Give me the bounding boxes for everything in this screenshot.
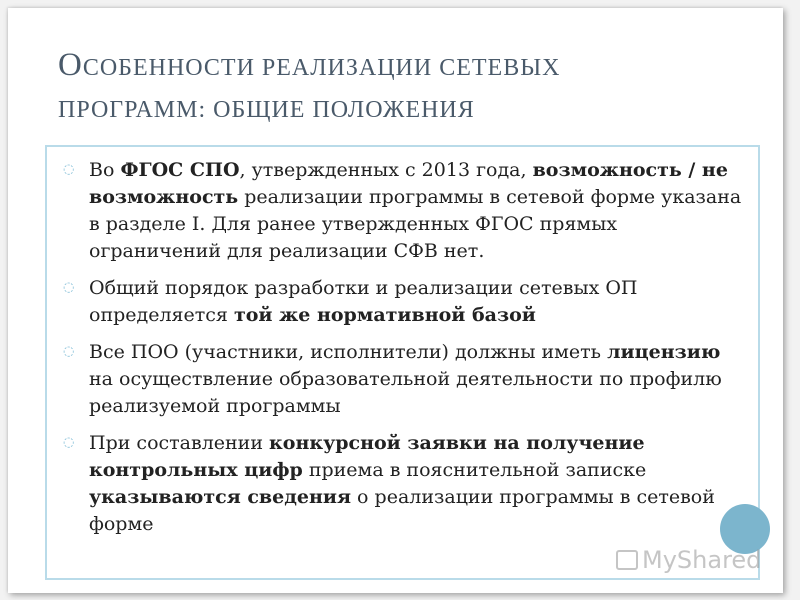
content-box [45, 145, 760, 580]
bullet-4-bold: конкурсной заявки на получение контрольных цифр [89, 432, 645, 481]
bullet-item-1 [63, 157, 743, 265]
bullet-list [63, 157, 743, 548]
bullet-icon [63, 436, 74, 449]
watermark [616, 546, 761, 574]
slide-title [58, 46, 738, 130]
bullet-icon [63, 163, 74, 176]
bullet-4-run: о реализации программы в сетевой форме [89, 486, 715, 535]
title-line-2 [58, 88, 738, 130]
title-line-1 [58, 46, 738, 88]
title-initial: О [58, 47, 83, 83]
bullet-4-run: При составлении [89, 432, 270, 454]
title-line-2-text: ПРОГРАММ: ОБЩИЕ ПОЛОЖЕНИЯ [58, 97, 475, 123]
bullet-icon [63, 281, 74, 294]
bullet-3-bold: лицензию [607, 341, 721, 363]
bullet-3-run: на осуществление образовательной деятельности по профилю реализуемой программы [89, 368, 722, 417]
bullet-2-bold: той же нормативной базой [233, 304, 536, 326]
bullet-1-run: Во [89, 159, 121, 181]
bullet-item-3 [63, 339, 743, 420]
watermark-text: MyShared [642, 546, 762, 574]
bullet-3-run: Все ПОО (участники, исполнители) должны иметь [89, 341, 608, 363]
bullet-1-bold: ФГОС СПО [120, 159, 240, 181]
title-rest: СОБЕННОСТИ РЕАЛИЗАЦИИ СЕТЕВЫХ [82, 55, 561, 81]
bullet-4-run: приема в пояснительной записке [302, 459, 647, 481]
bullet-item-2 [63, 275, 743, 329]
bullet-1-bold: возможность / не возможность [89, 159, 728, 208]
bullet-4-bold: указываются сведения [89, 486, 352, 508]
bullet-1-run: , утвержденных с 2013 года, [239, 159, 533, 181]
bullet-item-4 [63, 430, 743, 538]
bullet-2-run: Общий порядок разработки и реализации сетевых ОП определяется [89, 277, 638, 326]
watermark-icon [616, 550, 638, 570]
bullet-icon [63, 345, 74, 358]
bullet-1-run: реализации программы в сетевой форме указана в разделе I. Для ранее утвержденных ФГОС прямых ограничений для реализации СФВ нет. [89, 186, 742, 262]
slide [8, 8, 783, 593]
